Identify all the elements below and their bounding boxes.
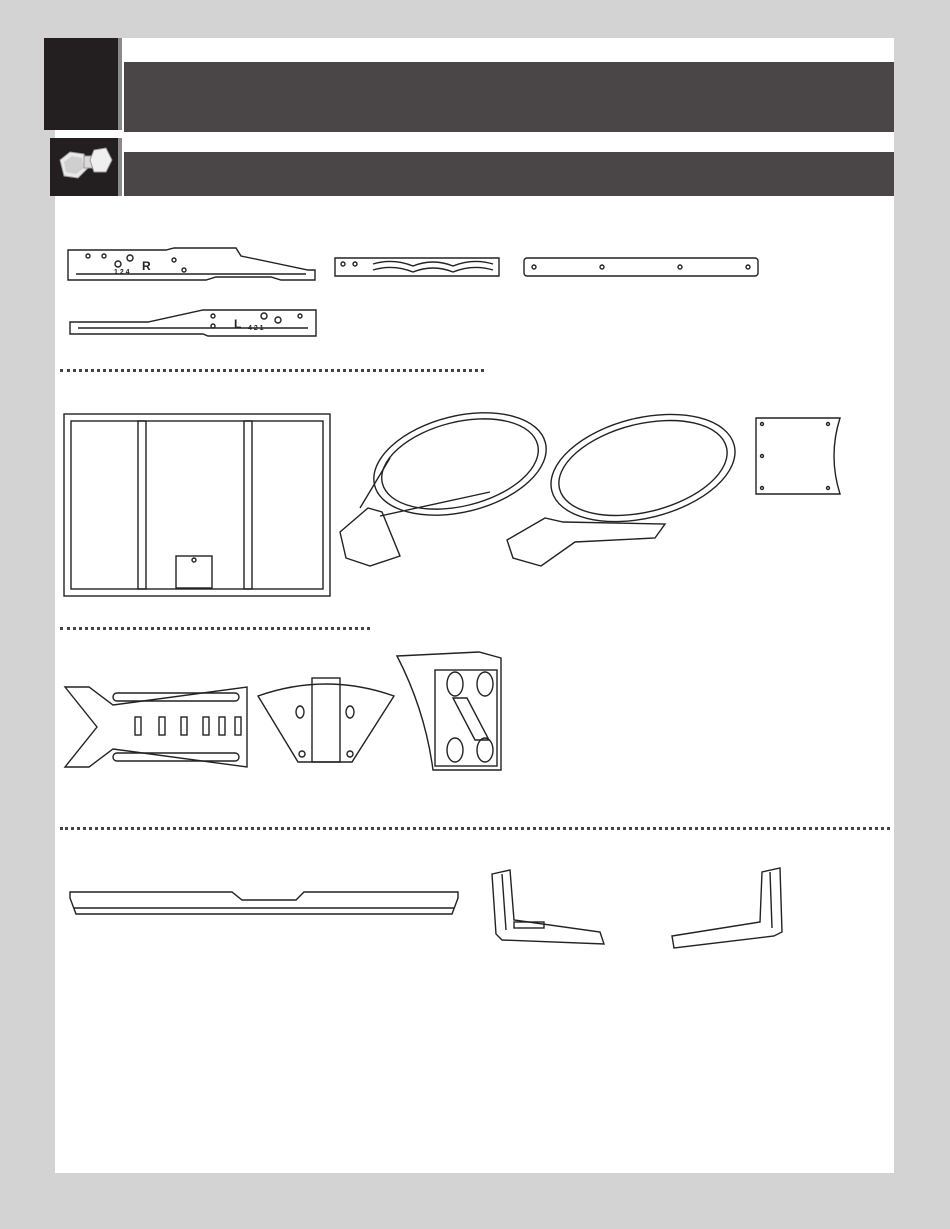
side-bracket-left	[490, 868, 608, 948]
tube-part	[522, 256, 762, 278]
parts-page	[55, 38, 894, 1173]
section-divider	[60, 827, 890, 830]
section-divider	[60, 369, 484, 372]
corner-block-part	[395, 650, 505, 774]
arm-right-stamp: 1 2 4	[114, 269, 130, 276]
section-divider	[60, 627, 370, 630]
arm-left-part	[68, 306, 323, 342]
hardware-icon-box	[50, 138, 122, 196]
hardware-title-bar	[124, 152, 894, 196]
long-channel-part	[66, 886, 462, 920]
step-title-bar	[124, 62, 894, 132]
rim-assembly-right	[505, 412, 745, 570]
strut-part	[333, 254, 503, 280]
arm-right-part	[66, 246, 321, 286]
mounting-plate-part	[754, 416, 844, 496]
backboard-part	[62, 412, 332, 598]
arm-right-label: R	[142, 259, 151, 273]
hex-bolt-nut-icon	[50, 138, 118, 196]
arm-left-label: L	[234, 317, 242, 331]
shield-bracket-part	[256, 676, 396, 764]
step-number-box	[44, 38, 122, 130]
side-bracket-right	[666, 866, 784, 950]
extension-plate-part	[63, 683, 253, 771]
arm-left-stamp: 4 2 1	[248, 325, 264, 332]
